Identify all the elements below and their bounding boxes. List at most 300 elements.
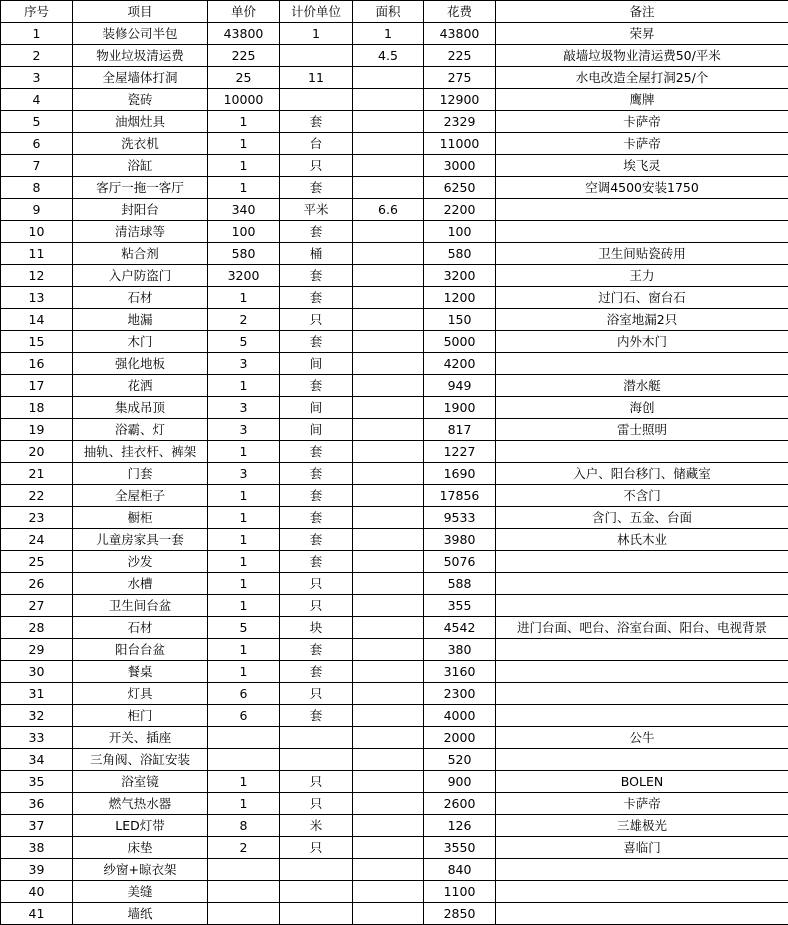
cell-area (353, 705, 424, 727)
cell-cost: 580 (424, 243, 496, 265)
cell-unit-price: 3 (208, 463, 280, 485)
cell-note (496, 573, 788, 595)
cell-unit-price: 1 (208, 375, 280, 397)
cell-unit-price: 3 (208, 397, 280, 419)
table-row (1, 155, 788, 177)
cell-no: 10 (1, 221, 73, 243)
cell-no: 1 (1, 23, 73, 45)
cell-note: 三雄极光 (496, 815, 788, 837)
cell-note: 入户、阳台移门、储藏室 (496, 463, 788, 485)
cell-cost: 380 (424, 639, 496, 661)
cell-item: 石材 (73, 617, 208, 639)
table-row (1, 89, 788, 111)
cell-cost: 9533 (424, 507, 496, 529)
cell-note (496, 749, 788, 771)
cell-unit-price: 225 (208, 45, 280, 67)
cell-item: 床垫 (73, 837, 208, 859)
cell-cost: 3000 (424, 155, 496, 177)
table-row (1, 45, 788, 67)
cell-cost: 2200 (424, 199, 496, 221)
cell-item: 水槽 (73, 573, 208, 595)
cell-no: 37 (1, 815, 73, 837)
cell-note (496, 881, 788, 903)
cell-pricing-unit: 只 (280, 771, 353, 793)
cell-unit-price (208, 859, 280, 881)
cell-area (353, 331, 424, 353)
cell-pricing-unit: 套 (280, 177, 353, 199)
cell-no: 5 (1, 111, 73, 133)
table-row (1, 463, 788, 485)
cell-item: 柜门 (73, 705, 208, 727)
cell-cost: 1200 (424, 287, 496, 309)
cell-pricing-unit: 套 (280, 441, 353, 463)
cell-item: 卫生间台盆 (73, 595, 208, 617)
cell-item: 花洒 (73, 375, 208, 397)
cell-area (353, 133, 424, 155)
cell-no: 20 (1, 441, 73, 463)
cell-pricing-unit (280, 903, 353, 925)
cell-item: 全屋柜子 (73, 485, 208, 507)
cell-pricing-unit: 台 (280, 133, 353, 155)
cell-cost: 100 (424, 221, 496, 243)
cell-area (353, 661, 424, 683)
cell-note: 卡萨帝 (496, 111, 788, 133)
cell-note: 喜临门 (496, 837, 788, 859)
cell-no: 29 (1, 639, 73, 661)
cell-pricing-unit: 1 (280, 23, 353, 45)
cell-pricing-unit: 套 (280, 485, 353, 507)
cell-no: 16 (1, 353, 73, 375)
cell-area (353, 617, 424, 639)
table-row (1, 23, 788, 45)
cell-area (353, 287, 424, 309)
cell-note: 林氏木业 (496, 529, 788, 551)
cell-note: 浴室地漏2只 (496, 309, 788, 331)
cell-no: 17 (1, 375, 73, 397)
cell-area (353, 683, 424, 705)
header-area: 面积 (353, 1, 424, 23)
cell-cost: 17856 (424, 485, 496, 507)
cell-item: 餐桌 (73, 661, 208, 683)
cell-no: 3 (1, 67, 73, 89)
cell-note (496, 639, 788, 661)
table-row (1, 199, 788, 221)
cell-note: 含门、五金、台面 (496, 507, 788, 529)
cell-pricing-unit (280, 859, 353, 881)
cell-item: 物业垃圾清运费 (73, 45, 208, 67)
cell-area (353, 353, 424, 375)
cell-cost: 900 (424, 771, 496, 793)
cell-note (496, 595, 788, 617)
table-row (1, 265, 788, 287)
cell-cost: 5076 (424, 551, 496, 573)
table-row (1, 837, 788, 859)
cell-item: 灯具 (73, 683, 208, 705)
cell-no: 25 (1, 551, 73, 573)
cell-pricing-unit: 套 (280, 287, 353, 309)
table-row (1, 573, 788, 595)
cell-unit-price: 1 (208, 133, 280, 155)
cell-unit-price: 6 (208, 683, 280, 705)
cell-unit-price: 1 (208, 287, 280, 309)
cell-unit-price: 5 (208, 331, 280, 353)
header-unit-price: 单价 (208, 1, 280, 23)
cell-cost: 520 (424, 749, 496, 771)
cell-note: 埃飞灵 (496, 155, 788, 177)
cell-pricing-unit: 间 (280, 419, 353, 441)
cell-unit-price: 43800 (208, 23, 280, 45)
cell-cost: 4200 (424, 353, 496, 375)
cell-unit-price: 2 (208, 309, 280, 331)
cell-pricing-unit: 套 (280, 705, 353, 727)
cell-no: 26 (1, 573, 73, 595)
cell-unit-price (208, 727, 280, 749)
cell-note (496, 705, 788, 727)
cell-note: 潜水艇 (496, 375, 788, 397)
cell-area (353, 485, 424, 507)
cell-note (496, 859, 788, 881)
cell-item: 强化地板 (73, 353, 208, 375)
cell-item: 地漏 (73, 309, 208, 331)
table-row (1, 177, 788, 199)
cell-cost: 840 (424, 859, 496, 881)
cell-area (353, 507, 424, 529)
table-body (1, 23, 788, 925)
cell-pricing-unit: 11 (280, 67, 353, 89)
table-row (1, 903, 788, 925)
cell-area (353, 463, 424, 485)
cell-no: 24 (1, 529, 73, 551)
cell-pricing-unit: 套 (280, 529, 353, 551)
cell-unit-price (208, 749, 280, 771)
cell-no: 22 (1, 485, 73, 507)
cell-no: 18 (1, 397, 73, 419)
cell-note: 卫生间贴瓷砖用 (496, 243, 788, 265)
cell-pricing-unit (280, 727, 353, 749)
cell-pricing-unit: 套 (280, 639, 353, 661)
cell-pricing-unit: 套 (280, 111, 353, 133)
cell-pricing-unit: 只 (280, 683, 353, 705)
cell-note: 卡萨帝 (496, 793, 788, 815)
cell-item: 门套 (73, 463, 208, 485)
cell-note: 过门石、窗台石 (496, 287, 788, 309)
cell-cost: 43800 (424, 23, 496, 45)
cell-pricing-unit: 套 (280, 661, 353, 683)
cell-cost: 3160 (424, 661, 496, 683)
cell-item: 木门 (73, 331, 208, 353)
cell-cost: 4000 (424, 705, 496, 727)
cell-no: 14 (1, 309, 73, 331)
cell-note: 内外木门 (496, 331, 788, 353)
cell-item: 浴霸、灯 (73, 419, 208, 441)
cell-area (353, 771, 424, 793)
cell-item: 儿童房家具一套 (73, 529, 208, 551)
table-row (1, 793, 788, 815)
cell-item: 集成吊顶 (73, 397, 208, 419)
cell-pricing-unit (280, 881, 353, 903)
cell-cost: 225 (424, 45, 496, 67)
cell-pricing-unit: 套 (280, 221, 353, 243)
cell-item: 三角阀、浴缸安装 (73, 749, 208, 771)
cell-area (353, 881, 424, 903)
cell-area (353, 309, 424, 331)
cell-pricing-unit: 套 (280, 265, 353, 287)
cell-cost: 1227 (424, 441, 496, 463)
cell-item: 全屋墙体打洞 (73, 67, 208, 89)
cell-cost: 2600 (424, 793, 496, 815)
cell-note: 雷士照明 (496, 419, 788, 441)
cell-no: 15 (1, 331, 73, 353)
header-pricing-unit: 计价单位 (280, 1, 353, 23)
cell-unit-price: 1 (208, 507, 280, 529)
cell-item: 墙纸 (73, 903, 208, 925)
cell-no: 39 (1, 859, 73, 881)
cell-no: 30 (1, 661, 73, 683)
cell-note (496, 199, 788, 221)
cell-note: 王力 (496, 265, 788, 287)
cell-pricing-unit (280, 89, 353, 111)
table-row (1, 287, 788, 309)
table-row (1, 661, 788, 683)
cell-note: BOLEN (496, 771, 788, 793)
cell-item: 入户防盗门 (73, 265, 208, 287)
table-row (1, 529, 788, 551)
cell-area (353, 727, 424, 749)
cell-item: 客厅一拖一客厅 (73, 177, 208, 199)
cell-pricing-unit: 桶 (280, 243, 353, 265)
cell-unit-price: 1 (208, 573, 280, 595)
cell-no: 21 (1, 463, 73, 485)
cell-note (496, 551, 788, 573)
cell-area (353, 815, 424, 837)
cell-pricing-unit: 套 (280, 463, 353, 485)
cell-unit-price: 100 (208, 221, 280, 243)
cell-item: 浴缸 (73, 155, 208, 177)
cell-pricing-unit: 只 (280, 573, 353, 595)
cell-no: 8 (1, 177, 73, 199)
cell-area (353, 111, 424, 133)
cell-no: 31 (1, 683, 73, 705)
table-row (1, 309, 788, 331)
header-no: 序号 (1, 1, 73, 23)
cell-note: 鹰牌 (496, 89, 788, 111)
cell-note: 公牛 (496, 727, 788, 749)
cell-area (353, 595, 424, 617)
cell-note: 不含门 (496, 485, 788, 507)
cell-no: 13 (1, 287, 73, 309)
cell-unit-price: 6 (208, 705, 280, 727)
table-row (1, 485, 788, 507)
cell-note (496, 221, 788, 243)
table-row (1, 859, 788, 881)
cell-item: 石材 (73, 287, 208, 309)
cell-item: 装修公司半包 (73, 23, 208, 45)
cell-no: 40 (1, 881, 73, 903)
cell-cost: 2850 (424, 903, 496, 925)
cell-no: 33 (1, 727, 73, 749)
cell-unit-price: 1 (208, 661, 280, 683)
cell-unit-price: 3 (208, 419, 280, 441)
cell-item: 油烟灶具 (73, 111, 208, 133)
cell-unit-price: 1 (208, 793, 280, 815)
cell-area (353, 221, 424, 243)
cell-item: 封阳台 (73, 199, 208, 221)
cell-note: 空调4500安装1750 (496, 177, 788, 199)
table-row (1, 133, 788, 155)
cell-note (496, 661, 788, 683)
cell-no: 6 (1, 133, 73, 155)
cell-note (496, 683, 788, 705)
table-row (1, 221, 788, 243)
cell-pricing-unit: 只 (280, 309, 353, 331)
cell-pricing-unit: 块 (280, 617, 353, 639)
cell-item: 开关、插座 (73, 727, 208, 749)
cell-pricing-unit: 平米 (280, 199, 353, 221)
cell-cost: 6250 (424, 177, 496, 199)
table-row (1, 749, 788, 771)
header-row (1, 1, 788, 23)
table-row (1, 881, 788, 903)
table-row (1, 67, 788, 89)
cell-unit-price: 1 (208, 639, 280, 661)
cell-area (353, 419, 424, 441)
cell-no: 32 (1, 705, 73, 727)
cell-item: 浴室镜 (73, 771, 208, 793)
cell-unit-price: 1 (208, 595, 280, 617)
cell-unit-price: 8 (208, 815, 280, 837)
cell-unit-price: 10000 (208, 89, 280, 111)
table-row (1, 551, 788, 573)
cell-cost: 3200 (424, 265, 496, 287)
cell-area: 6.6 (353, 199, 424, 221)
cell-unit-price: 340 (208, 199, 280, 221)
cell-note: 进门台面、吧台、浴室台面、阳台、电视背景 (496, 617, 788, 639)
cell-no: 4 (1, 89, 73, 111)
cell-cost: 355 (424, 595, 496, 617)
cell-area (353, 441, 424, 463)
cell-no: 19 (1, 419, 73, 441)
table-row (1, 331, 788, 353)
cell-cost: 11000 (424, 133, 496, 155)
cell-no: 12 (1, 265, 73, 287)
cell-area (353, 375, 424, 397)
cell-unit-price: 580 (208, 243, 280, 265)
cell-no: 7 (1, 155, 73, 177)
cell-item: 橱柜 (73, 507, 208, 529)
table-row (1, 595, 788, 617)
cell-unit-price: 25 (208, 67, 280, 89)
table-row (1, 353, 788, 375)
cell-area (353, 639, 424, 661)
cell-note: 敲墙垃圾物业清运费50/平米 (496, 45, 788, 67)
cell-item: 清洁球等 (73, 221, 208, 243)
cell-pricing-unit: 套 (280, 375, 353, 397)
cell-unit-price: 1 (208, 111, 280, 133)
cell-area (353, 859, 424, 881)
table-row (1, 111, 788, 133)
cell-no: 36 (1, 793, 73, 815)
table-row (1, 727, 788, 749)
cell-note: 水电改造全屋打洞25/个 (496, 67, 788, 89)
cell-pricing-unit (280, 45, 353, 67)
cell-item: 沙发 (73, 551, 208, 573)
cell-no: 34 (1, 749, 73, 771)
table-row (1, 397, 788, 419)
table-row (1, 705, 788, 727)
cell-cost: 12900 (424, 89, 496, 111)
cell-area: 4.5 (353, 45, 424, 67)
cell-pricing-unit: 间 (280, 353, 353, 375)
cell-pricing-unit: 套 (280, 331, 353, 353)
table-row (1, 683, 788, 705)
table-row (1, 243, 788, 265)
cell-unit-price: 1 (208, 529, 280, 551)
cell-unit-price: 5 (208, 617, 280, 639)
cell-unit-price (208, 903, 280, 925)
cell-cost: 2000 (424, 727, 496, 749)
cell-pricing-unit: 套 (280, 507, 353, 529)
cell-note: 卡萨帝 (496, 133, 788, 155)
cell-pricing-unit: 只 (280, 837, 353, 859)
cell-unit-price: 3 (208, 353, 280, 375)
cell-unit-price: 1 (208, 177, 280, 199)
cell-area (353, 67, 424, 89)
cell-area (353, 155, 424, 177)
cell-cost: 1100 (424, 881, 496, 903)
cell-area (353, 265, 424, 287)
cell-cost: 817 (424, 419, 496, 441)
cell-cost: 2329 (424, 111, 496, 133)
cell-area (353, 529, 424, 551)
header-note: 备注 (496, 1, 788, 23)
cell-pricing-unit (280, 749, 353, 771)
cell-item: 美缝 (73, 881, 208, 903)
cell-cost: 2300 (424, 683, 496, 705)
cell-unit-price (208, 881, 280, 903)
cell-cost: 275 (424, 67, 496, 89)
cell-item: 燃气热水器 (73, 793, 208, 815)
cell-note: 海创 (496, 397, 788, 419)
table-row (1, 507, 788, 529)
cell-pricing-unit: 套 (280, 551, 353, 573)
cell-note (496, 353, 788, 375)
cell-no: 41 (1, 903, 73, 925)
cell-item: 瓷砖 (73, 89, 208, 111)
cell-area (353, 243, 424, 265)
cell-item: 纱窗+晾衣架 (73, 859, 208, 881)
header-cost: 花费 (424, 1, 496, 23)
cell-note (496, 441, 788, 463)
cell-unit-price: 3200 (208, 265, 280, 287)
cell-area (353, 89, 424, 111)
cell-pricing-unit: 只 (280, 155, 353, 177)
cell-item: 阳台台盆 (73, 639, 208, 661)
cell-no: 2 (1, 45, 73, 67)
cell-unit-price: 1 (208, 485, 280, 507)
cell-pricing-unit: 米 (280, 815, 353, 837)
cell-cost: 126 (424, 815, 496, 837)
cell-area (353, 793, 424, 815)
cell-pricing-unit: 间 (280, 397, 353, 419)
cell-area (353, 551, 424, 573)
cell-area (353, 177, 424, 199)
cell-area (353, 749, 424, 771)
cell-area: 1 (353, 23, 424, 45)
table-row (1, 639, 788, 661)
cell-note (496, 903, 788, 925)
cell-pricing-unit: 只 (280, 595, 353, 617)
cell-cost: 150 (424, 309, 496, 331)
